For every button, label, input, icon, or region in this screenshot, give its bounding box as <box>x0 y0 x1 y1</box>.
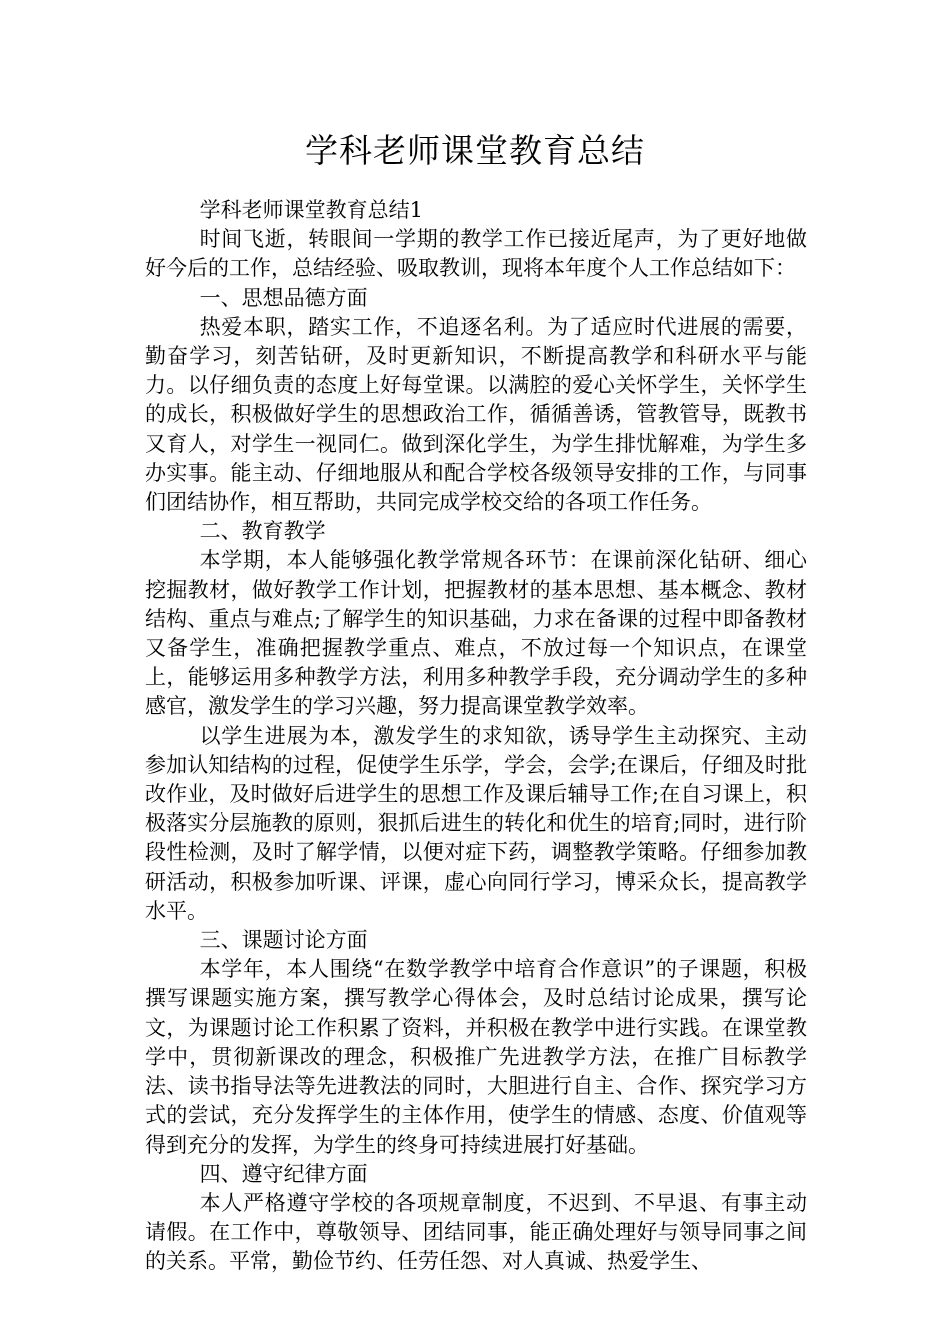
section-heading-2: 二、教育教学 <box>199 519 326 544</box>
section-heading-3: 三、课题讨论方面 <box>199 928 368 953</box>
section-paragraph-3: 本学年，本人围绕“在数学教学中培育合作意识”的子课题，积极撰写课题实施方案，撰写教学心得体会，及时总结讨论成果，撰写论文，为课题讨论工作积累了资料，并积极在教学中进行实践。在课堂教学中，贯彻新课改的理念，积极推广先进教学方法，在推广目标教学法、读书指导法等先进教法的同时，大胆进行自主、合作、探究学习方式的尝试，充分发挥学生的主体作用，使学生的情感、态度、价值观等得到充分的发挥，为学生的终身可持续进展打好基础。 <box>145 957 807 1157</box>
subtitle-line: 学科老师课堂教育总结1 <box>199 198 423 222</box>
intro-paragraph: 时间飞逝，转眼间一学期的教学工作已接近尾声，为了更好地做好今后的工作，总结经验、吸取教训，现将本年度个人工作总结如下： <box>145 227 807 281</box>
document-title: 学科老师课堂教育总结 <box>305 131 645 170</box>
section-heading-4: 四、遵守纪律方面 <box>199 1161 368 1186</box>
section-paragraph-4: 本人严格遵守学校的各项规章制度，不迟到、不早退、有事主动请假。在工作中，尊敬领导、团结同事，能正确处理好与领导同事之间的关系。平常，勤俭节约、任劳任怨、对人真诚、热爱学生、 <box>145 1190 807 1274</box>
section-heading-1: 一、思想品德方面 <box>199 285 368 310</box>
section-paragraph-1: 热爱本职，踏实工作，不追逐名利。为了适应时代进展的需要，勤奋学习，刻苦钻研，及时更新知识，不断提高教学和科研水平与能力。以仔细负责的态度上好每堂课。以满腔的爱心关怀学生，关怀学生的成长，积极做好学生的思想政治工作，循循善诱，管教管导，既教书又育人，对学生一视同仁。做到深化学生，为学生排忧解难，为学生多办实事。能主动、仔细地服从和配合学校各级领导安排的工作，与同事们团结协作，相互帮助，共同完成学校交给的各项工作任务。 <box>145 314 807 515</box>
document-body <box>145 196 807 1277</box>
section-paragraph-2a: 本学期，本人能够强化教学常规各环节：在课前深化钻研、细心挖掘教材，做好教学工作计划，把握教材的基本思想、基本概念、教材结构、重点与难点;了解学生的知识基础，力求在备课的过程中即备教材又备学生，准确把握教学重点、难点，不放过每一个知识点，在课堂上，能够运用多种教学方法，利用多种教学手段，充分调动学生的多种感官，激发学生的学习兴趣，努力提高课堂教学效率。 <box>145 548 807 719</box>
section-paragraph-2b: 以学生进展为本，激发学生的求知欲，诱导学生主动探究、主动参加认知结构的过程，促使学生乐学，学会，会学;在课后，仔细及时批改作业，及时做好后进学生的思想工作及课后辅导工作;在自习课上，积极落实分层施教的原则，狠抓后进生的转化和优生的培育;同时，进行阶段性检测，及时了解学情，以便对症下药，调整教学策略。仔细参加教研活动，积极参加听课、评课，虚心向同行学习，博采众长，提高教学水平。 <box>145 723 807 923</box>
